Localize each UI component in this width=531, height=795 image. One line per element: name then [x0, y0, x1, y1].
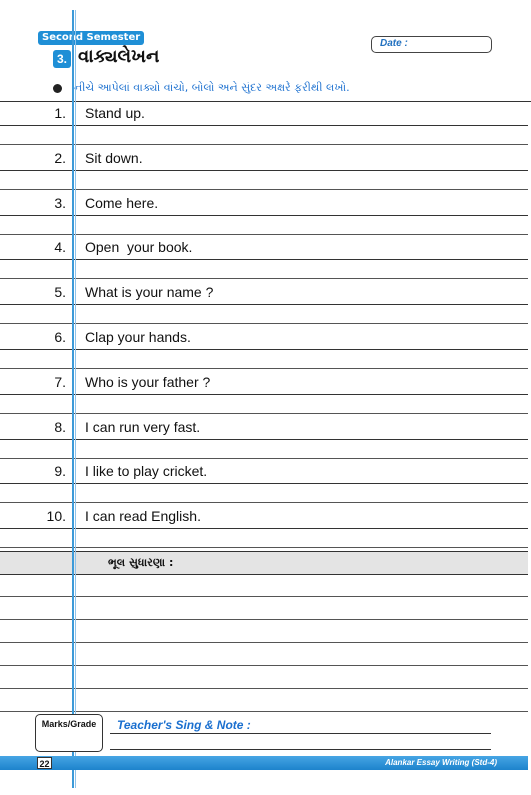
sentence-text: Come here.	[85, 194, 159, 211]
writing-rule[interactable]	[0, 413, 528, 414]
correction-label: ભૂલ સુધારણા :	[108, 556, 174, 569]
correction-writing-line[interactable]	[0, 596, 528, 597]
sentence-text: What is your name ?	[85, 284, 214, 301]
sentence-rule	[0, 304, 528, 305]
writing-rule[interactable]	[0, 368, 528, 369]
teacher-sign-line-2[interactable]	[110, 749, 491, 750]
sentence-number: 1.	[54, 105, 66, 121]
sentence-text: Open your book.	[85, 239, 193, 256]
sentence-number: 9.	[54, 463, 66, 480]
margin-line	[72, 10, 74, 788]
correction-writing-line[interactable]	[0, 665, 528, 666]
bullet-icon	[53, 84, 62, 93]
sentence-text: I like to play cricket.	[85, 463, 208, 480]
sentence-number: 2.	[54, 149, 66, 166]
sentence-text: Sit down.	[85, 149, 143, 166]
writing-rule[interactable]	[0, 278, 528, 279]
correction-writing-line[interactable]	[0, 642, 528, 643]
page-number: 22	[37, 757, 52, 769]
sentence-rule	[0, 170, 528, 171]
correction-bar	[0, 551, 528, 575]
sentence-text: I can run very fast.	[85, 418, 201, 435]
teacher-sign-line-1[interactable]	[110, 733, 491, 734]
teacher-note-label: Teacher's Sing & Note :	[117, 718, 251, 732]
sentence-number: 3.	[54, 194, 66, 211]
sentence-text: Who is your father ?	[85, 373, 211, 390]
sentence-text: Clap your hands.	[85, 329, 191, 345]
sentence-rule	[0, 528, 528, 529]
correction-writing-line[interactable]	[0, 688, 528, 689]
writing-rule[interactable]	[0, 547, 528, 548]
sentence-rule	[0, 259, 528, 260]
sentence-rule	[0, 215, 528, 216]
writing-rule[interactable]	[0, 323, 528, 324]
sentence-number: 4.	[54, 239, 66, 256]
sentence-rule	[0, 483, 528, 484]
correction-writing-line[interactable]	[0, 711, 528, 712]
chapter-title: વાક્યલેખન	[78, 46, 160, 67]
sentence-number: 8.	[54, 418, 66, 435]
instruction-text: નીચે આપેલાં વાક્યો વાંચો, બોલો અને સુંદર અક્ષરે ફરીથી લખો.	[74, 81, 350, 94]
date-field[interactable]: Date :	[371, 36, 492, 53]
writing-rule[interactable]	[0, 502, 528, 503]
writing-rule[interactable]	[0, 144, 528, 145]
chapter-number-badge: 3.	[53, 50, 71, 68]
sentence-number: 7.	[54, 373, 66, 390]
margin-line-secondary	[75, 10, 76, 788]
sentence-rule	[0, 394, 528, 395]
sentence-rule	[0, 439, 528, 440]
sentence-rule	[0, 349, 528, 350]
sentence-number: 6.	[54, 329, 66, 345]
marks-grade-box[interactable]: Marks/Grade	[35, 714, 103, 752]
writing-rule[interactable]	[0, 234, 528, 235]
book-title: Alankar Essay Writing (Std-4)	[385, 758, 497, 767]
sentence-rule	[0, 125, 528, 126]
writing-rule[interactable]	[0, 458, 528, 459]
sentence-number: 5.	[54, 284, 66, 301]
sentence-text: Stand up.	[85, 105, 145, 121]
correction-writing-line[interactable]	[0, 619, 528, 620]
sentence-text: I can read English.	[85, 508, 201, 525]
writing-rule[interactable]	[0, 189, 528, 190]
semester-tag: Second Semester	[38, 31, 144, 45]
sentence-number: 10.	[46, 508, 66, 525]
